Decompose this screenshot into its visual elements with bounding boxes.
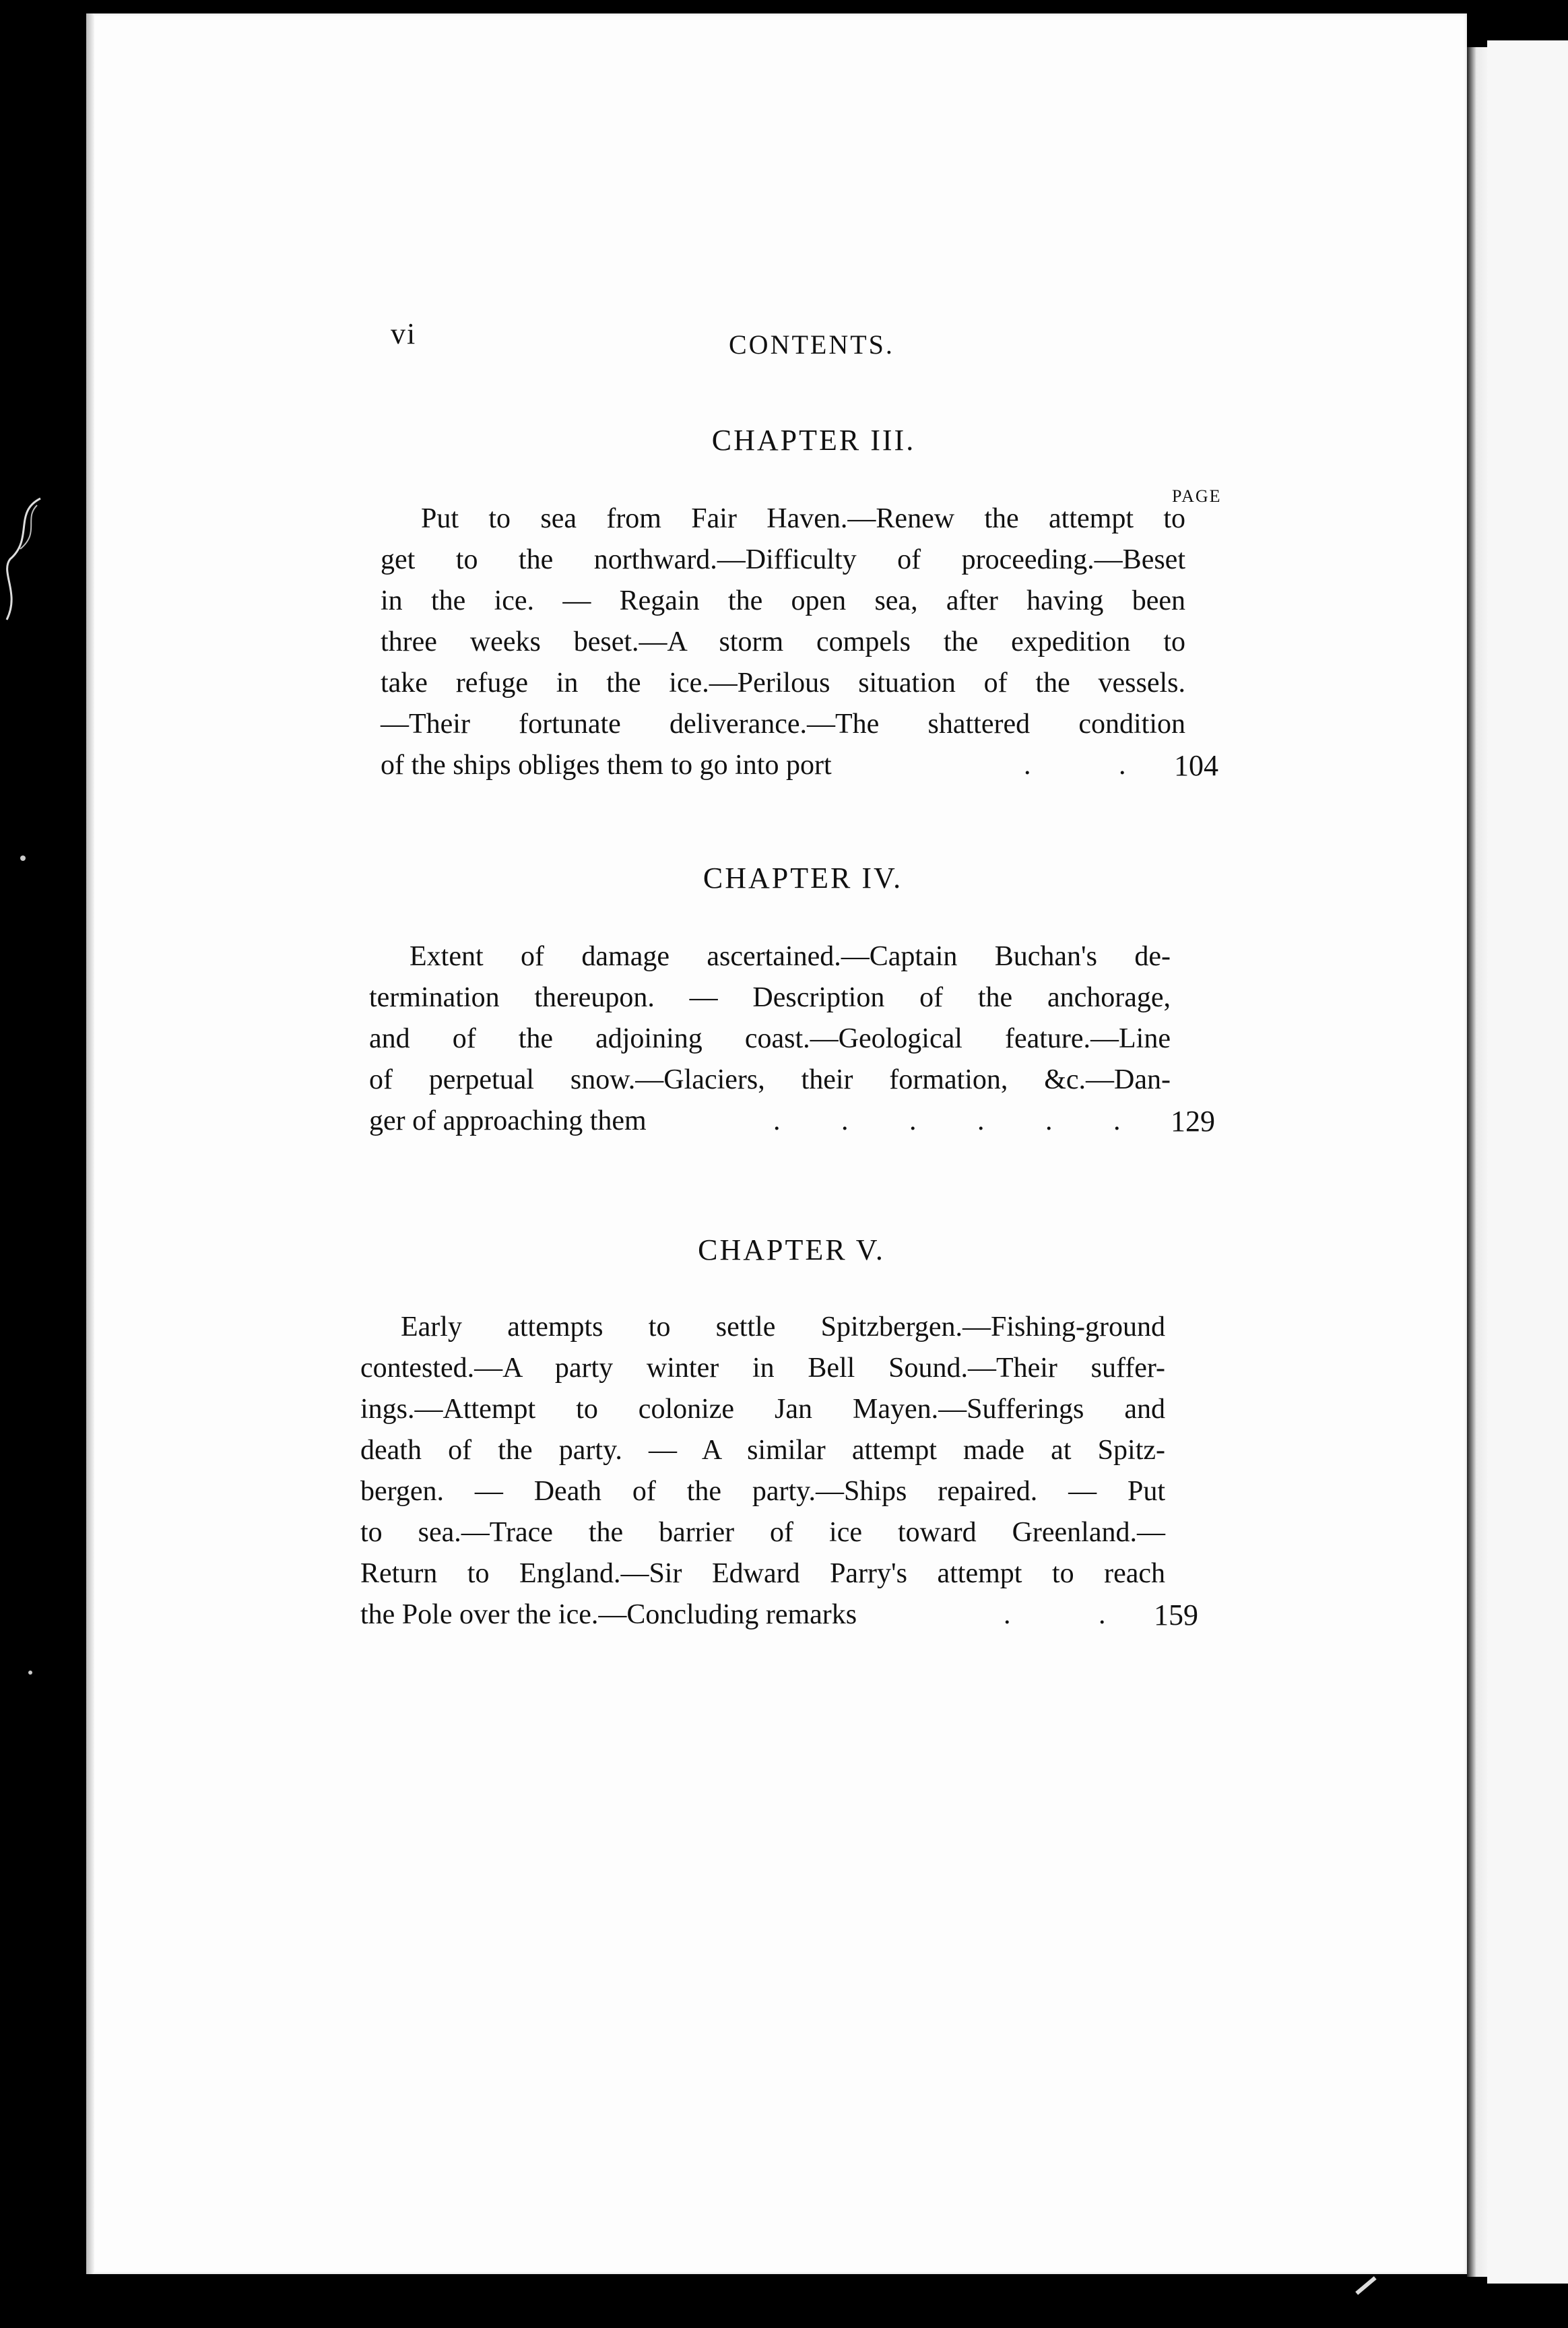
summary-line-last <box>369 1101 1215 1142</box>
summary-line: Extent of damage ascertained.—Captain Buchan's de- <box>410 941 1171 972</box>
page-left-shadow <box>86 13 94 2274</box>
summary-line: take refuge in the ice.—Perilous situation of the vessels. <box>381 668 1185 699</box>
summary-line: termination thereupon. — Description of the anchorage, <box>369 982 1171 1013</box>
dot-leaders: . . . . . . <box>773 1105 1148 1136</box>
summary-line: of the ships obliges them to go into port <box>381 750 832 781</box>
page-folio: vi <box>391 317 417 350</box>
page-column-label: PAGE <box>1172 486 1222 506</box>
page-number: 159 <box>1154 1598 1198 1631</box>
summary-line: in the ice. — Regain the open sea, after having been <box>381 585 1185 616</box>
chapter-summary <box>381 498 1218 786</box>
chapter-heading: CHAPTER IV. <box>703 862 903 895</box>
summary-line: get to the northward.—Difficulty of proceeding.—Beset <box>381 544 1185 575</box>
summary-line: ger of approaching them <box>369 1105 647 1136</box>
running-head: CONTENTS. <box>729 329 894 360</box>
summary-line: of perpetual snow.—Glaciers, their formation, &c.—Dan- <box>369 1064 1171 1095</box>
adjacent-page <box>1487 40 1568 2284</box>
summary-line: to sea.—Trace the barrier of ice toward Greenland.— <box>360 1517 1165 1548</box>
summary-line: bergen. — Death of the party.—Ships repaired. — Put <box>360 1476 1165 1507</box>
summary-line: the Pole over the ice.—Concluding remarks <box>360 1599 857 1630</box>
summary-line: —Their fortunate deliverance.—The shattered condition <box>381 709 1185 740</box>
speck-mark <box>28 1671 32 1675</box>
chapter-summary <box>360 1307 1198 1636</box>
summary-line: three weeks beset.—A storm compels the expedition to <box>381 626 1185 657</box>
chapter-heading: CHAPTER V. <box>698 1233 885 1266</box>
page-number: 104 <box>1174 749 1218 782</box>
summary-line: and of the adjoining coast.—Geological feature.—Line <box>369 1023 1171 1054</box>
dot-leaders: . . <box>1004 1599 1146 1630</box>
summary-line: ings.—Attempt to colonize Jan Mayen.—Sufferings and <box>360 1394 1165 1425</box>
summary-line: contested.—A party winter in Bell Sound.—Their suffer- <box>360 1353 1165 1384</box>
page-gutter-edge <box>1467 47 1487 2277</box>
summary-line-last <box>381 745 1218 786</box>
summary-line: Early attempts to settle Spitzbergen.—Fishing-ground <box>401 1312 1165 1343</box>
speck-mark <box>20 855 26 861</box>
speck-mark <box>1355 2276 1376 2295</box>
thread-artifact <box>0 485 47 633</box>
summary-line-last <box>360 1594 1198 1636</box>
summary-line: Put to sea from Fair Haven.—Renew the attempt to <box>421 503 1185 534</box>
summary-line: Return to England.—Sir Edward Parry's attempt to reach <box>360 1558 1165 1589</box>
chapter-summary <box>369 936 1215 1142</box>
dot-leaders: . . <box>1024 750 1167 781</box>
chapter-heading: CHAPTER III. <box>711 424 916 457</box>
summary-line: death of the party. — A similar attempt made at Spitz- <box>360 1435 1165 1466</box>
page-number: 129 <box>1171 1105 1215 1138</box>
